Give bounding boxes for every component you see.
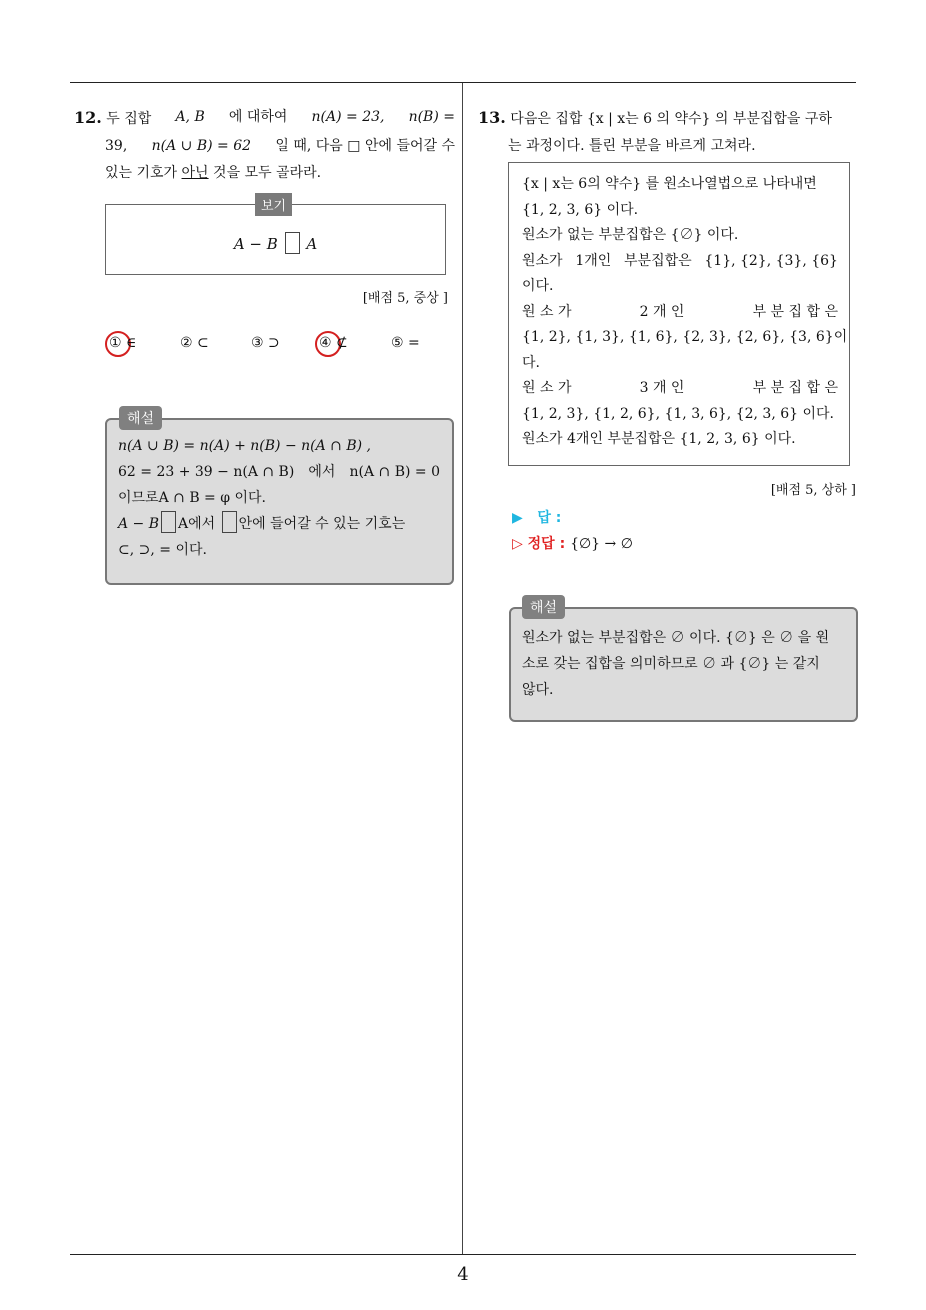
answer-label: 답 : (537, 510, 562, 526)
play-arrow-icon: ▶ (512, 510, 523, 526)
choice-5[interactable]: ⑤ = (391, 335, 420, 351)
q12-solution-label: 해설 (119, 406, 162, 430)
q13-line-1: 13. 다음은 집합 {x | x는 6 의 약수} 의 부분집합을 구하 (478, 108, 832, 127)
choice-3[interactable]: ③ ⊃ (251, 335, 280, 351)
bottom-rule (70, 1254, 856, 1255)
q12-solution-text: n(A ∪ B) = n(A) + n(B) − n(A ∩ B) , 62 = 23 + 39 − n(A ∩ B) 에서 n(A ∩ B) = 0 이므로A ∩ B = φ 이다. A − B A에서 안에 들어갈 수 있는 기호는 ⊂, ⊃, = 이다. (118, 438, 440, 558)
choice-4[interactable]: ④ ⊄ (319, 335, 348, 351)
bogi-expression: A − B A (105, 232, 446, 254)
q13-score: [배점 5, 상하 ] (770, 483, 856, 498)
q12-line-2: 39, n(A ∪ B) = 62 일 때, 다음 □ 안에 들어갈 수 (105, 138, 455, 154)
blank-box (161, 511, 176, 533)
q13-number: 13. (478, 108, 506, 127)
column-divider (462, 83, 463, 1254)
question-13 (478, 104, 858, 160)
page-number: 4 (457, 1264, 469, 1285)
choice-1[interactable]: ① ∈ (109, 335, 137, 351)
blank-box (285, 232, 300, 254)
correct-answer-row (512, 533, 633, 553)
correct-label: 정답 : (527, 536, 566, 552)
top-rule (70, 82, 856, 83)
answer-row (512, 507, 561, 527)
bogi-label: 보기 (255, 193, 292, 216)
q12-score: [배점 5, 중상 ] (362, 291, 448, 306)
q13-condition-text: {x | x는 6의 약수} 를 원소나열법으로 나타내면 {1, 2, 3, 6} 이다. 원소가 없는 부분집합은 {∅} 이다. 원소가 1개인 부분집합은 {1}, {2}, {3}, {6} 이다. 원 소 가 2 개 인 부 분 집 합 은 {1, 2}, {1, 3}, {1, 6}, {2, 3}, {2, 6}, {3, 6} 이 다. 원 소 가 3 개 인 부 분 집 합 은 {1, 2, 3}, {1, 2, 6}, {1, 3, 6}, {2, 3, 6} 이다. 원소가 4개인 부분집합은 {1, 2, 3, 6} 이다. (522, 176, 848, 447)
q13-line-2: 는 과정이다. 틀린 부분을 바르게 고쳐라. (508, 138, 756, 154)
q12-line-1: 12. 두 집합 A, B 에 대하여 n(A) = 23, n(B) = (74, 108, 455, 127)
question-12 (74, 104, 455, 187)
q12-number: 12. (74, 108, 102, 127)
blank-box (222, 511, 237, 533)
choice-2[interactable]: ② ⊂ (180, 335, 209, 351)
q12-line-3: 있는 기호가 아닌 것을 모두 골라라. (105, 165, 322, 181)
correct-value: {∅} → ∅ (570, 536, 633, 552)
q13-solution-text: 원소가 없는 부분집합은 ∅ 이다. {∅} 은 ∅ 을 원 소로 갖는 집합을 의미하므로 ∅ 과 {∅} 는 같지 않다. (522, 630, 830, 698)
q13-solution-label: 해설 (522, 595, 565, 619)
outline-arrow-icon: ▷ (512, 536, 523, 552)
